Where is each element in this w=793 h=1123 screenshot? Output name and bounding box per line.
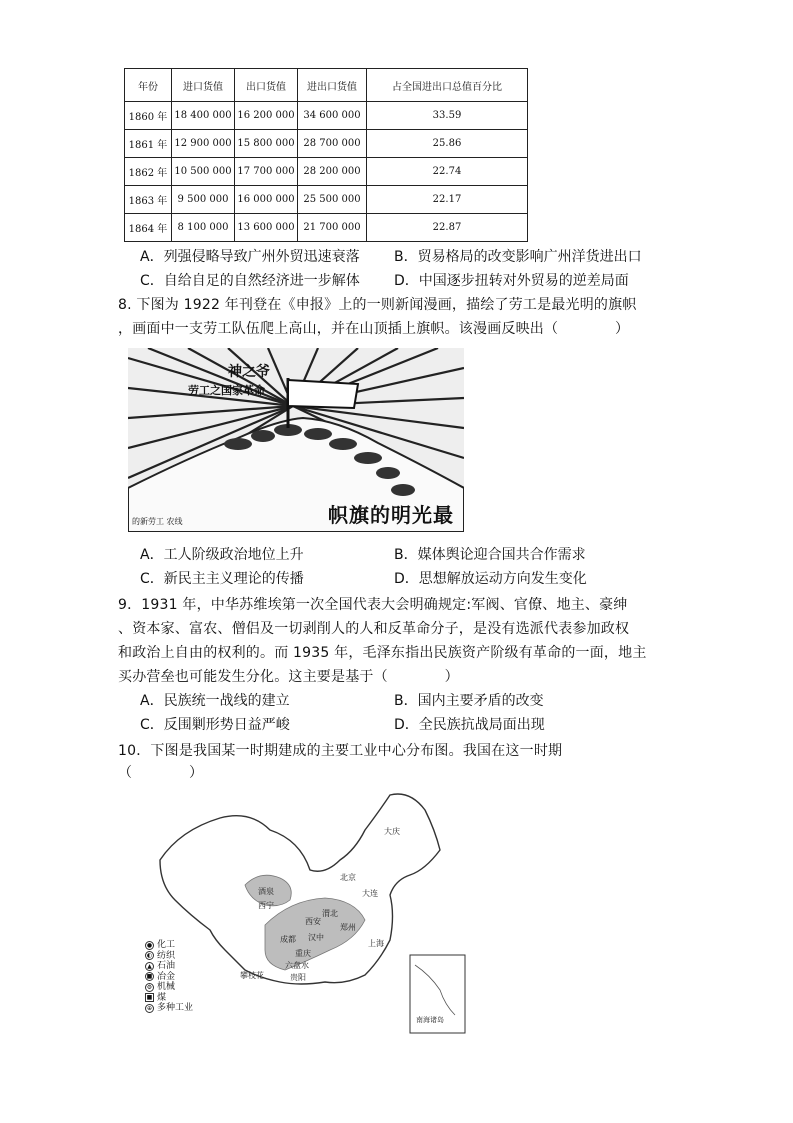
- coal-icon: ■: [146, 994, 153, 1002]
- table-cell: 21 700 000: [298, 214, 367, 242]
- table-cell: 8 100 000: [172, 214, 235, 242]
- table-cell: 17 700 000: [235, 158, 298, 186]
- table-cell: 1863 年: [125, 186, 172, 214]
- table-header: 进口货值: [172, 69, 235, 102]
- q8-option-c: C．新民主主义理论的传播: [140, 571, 304, 587]
- table-cell: 1861 年: [125, 130, 172, 158]
- table-header: 出口货值: [235, 69, 298, 102]
- city-label: 大连: [362, 889, 378, 898]
- table-cell: 18 400 000: [172, 102, 235, 130]
- table-row: [125, 130, 528, 158]
- table-cell: 13 600 000: [235, 214, 298, 242]
- legend-item: ■ 煤: [146, 992, 167, 1003]
- q8-option-b: B．媒体舆论迎合国共合作需求: [394, 547, 586, 563]
- table-cell: 25.86: [367, 130, 528, 158]
- q7-option-c: C．自给自足的自然经济进一步解体: [140, 273, 360, 289]
- inset-label: 南海诸岛: [416, 1016, 444, 1024]
- table-row: [125, 102, 528, 130]
- table-cell: 33.59: [367, 102, 528, 130]
- table-cell: 34 600 000: [298, 102, 367, 130]
- table-row: [125, 186, 528, 214]
- table-header: 年份: [125, 69, 172, 102]
- q7-option-b: B．贸易格局的改变影响广州洋货进出口: [394, 249, 642, 265]
- table-cell: 22.87: [367, 214, 528, 242]
- map-legend: [145, 940, 193, 1014]
- table-cell: 16 200 000: [235, 102, 298, 130]
- table-cell: 22.17: [367, 186, 528, 214]
- legend-item: ◐ 纺织: [146, 950, 176, 961]
- cartoon-caption: 帜旗的明光最: [328, 503, 454, 527]
- table-cell: 16 000 000: [235, 186, 298, 214]
- q9-option-c: C．反围剿形势日益严峻: [140, 717, 290, 733]
- legend-item: ● 化工: [146, 940, 176, 950]
- legend-item: ⊕ 多种工业: [146, 1003, 194, 1013]
- city-label: 成都: [280, 935, 296, 944]
- table-cell: 15 800 000: [235, 130, 298, 158]
- city-label: 上海: [368, 939, 384, 948]
- cartoon-flag-text: 劳工之国家革命: [188, 384, 265, 397]
- table-cell: 1860 年: [125, 102, 172, 130]
- table-cell: 28 200 000: [298, 158, 367, 186]
- city-label: 重庆: [295, 949, 311, 958]
- table-cell: 28 700 000: [298, 130, 367, 158]
- table-cell: 22.74: [367, 158, 528, 186]
- q7-option-a: A．列强侵略导致广州外贸迅速衰落: [140, 249, 360, 265]
- q8-option-d: D．思想解放运动方向发生变化: [394, 571, 587, 587]
- table-row: [125, 158, 528, 186]
- q8-stem-line-2: ，画面中一支劳工队伍爬上高山，并在山顶插上旗帜。该漫画反映出（ ）: [118, 321, 630, 337]
- textile-icon: ◐: [146, 952, 153, 960]
- table-cell: 9 500 000: [172, 186, 235, 214]
- q9-stem-line-4: 买办营垒也可能发生分化。这主要是基于（ ）: [118, 669, 459, 685]
- cartoon-side-text: 的新劳工 农线: [132, 517, 183, 526]
- table-header-row: [125, 69, 528, 102]
- table-header: 占全国进出口总值百分比: [367, 69, 528, 102]
- machinery-icon: ⚙: [146, 983, 153, 991]
- table-header: 进出口货值: [298, 69, 367, 102]
- q9-option-d: D．全民族抗战局面出现: [394, 717, 545, 733]
- city-label: 郑州: [340, 923, 356, 932]
- table-cell: 1864 年: [125, 214, 172, 242]
- multi-industry-icon: ⊕: [146, 1004, 153, 1012]
- city-label: 北京: [340, 873, 356, 882]
- q10-stem-line-2: （ ）: [118, 765, 204, 781]
- metallurgy-icon: ■: [146, 973, 153, 981]
- legend-item: ⚙ 机械: [146, 982, 176, 992]
- table-cell: 10 500 000: [172, 158, 235, 186]
- q7-option-d: D．中国逐步扭转对外贸易的逆差局面: [394, 273, 629, 289]
- oil-icon: ▲: [145, 962, 154, 971]
- city-label: 六盘水: [285, 961, 309, 970]
- city-label: 汉中: [308, 933, 324, 942]
- q9-option-a: A．民族统一战线的建立: [140, 693, 290, 709]
- table-cell: 12 900 000: [172, 130, 235, 158]
- city-label: 酒泉: [258, 887, 274, 896]
- city-label: 渭北: [322, 909, 338, 918]
- cartoon-top-text: 神之爷: [228, 364, 270, 380]
- q9-stem-line-2: 、资本家、富农、僧侣及一切剥削人的人和反革命分子，是没有选派代表参加政权: [118, 621, 630, 637]
- city-label: 西安: [305, 917, 321, 926]
- news-cartoon: [128, 348, 464, 532]
- q9-stem-line-3: 和政治上自由的权利的。而 1935 年，毛泽东指出民族资产阶级有革命的一面，地主: [118, 645, 647, 661]
- city-label: 大庆: [384, 827, 400, 836]
- q10-stem-line-1: 10．下图是我国某一时期建成的主要工业中心分布图。我国在这一时期: [118, 743, 563, 759]
- chemical-icon: ●: [146, 941, 153, 949]
- table-cell: 1862 年: [125, 158, 172, 186]
- table-cell: 25 500 000: [298, 186, 367, 214]
- q8-option-a: A．工人阶级政治地位上升: [140, 547, 304, 563]
- q9-stem-line-1: 9．1931 年，中华苏维埃第一次全国代表大会明确规定:军阀、官僚、地主、豪绅: [118, 597, 628, 613]
- city-label: 攀枝花: [240, 971, 264, 980]
- legend-item: ▲ 石油: [145, 961, 193, 972]
- q8-stem-line-1: 8. 下图为 1922 年刊登在《申报》上的一则新闻漫画，描绘了劳工是最光明的旗帜: [118, 297, 637, 313]
- city-label: 西宁: [258, 901, 274, 910]
- trade-table: [124, 68, 528, 242]
- legend-item: ■ 冶金: [146, 971, 176, 982]
- table-row: [125, 214, 528, 242]
- q9-option-b: B．国内主要矛盾的改变: [394, 693, 544, 709]
- city-label: 贵阳: [290, 973, 306, 982]
